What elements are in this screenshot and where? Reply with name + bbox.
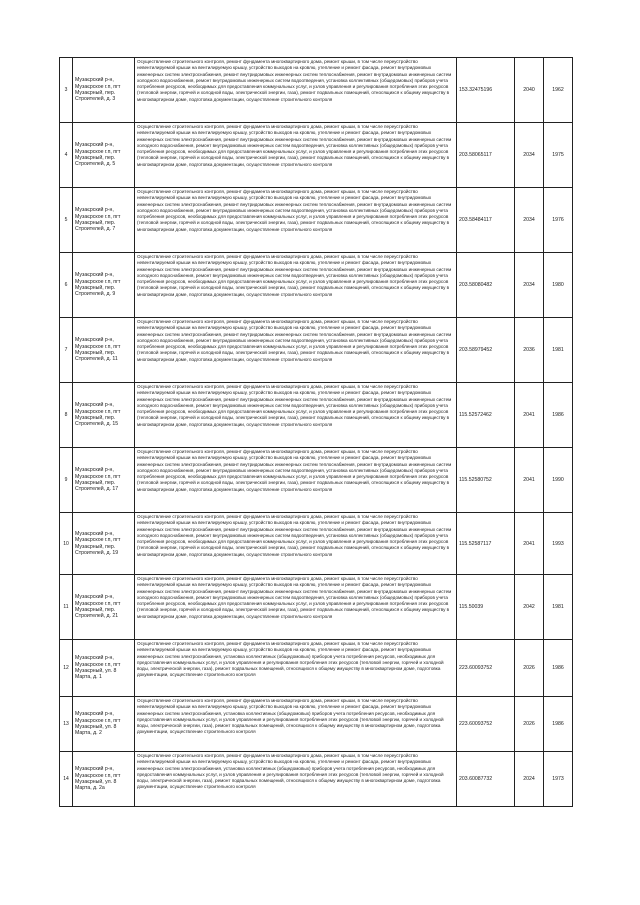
row-year-built: 1976	[544, 188, 573, 253]
row-planned-year: 2026	[515, 640, 544, 697]
row-number: 6	[60, 253, 73, 318]
row-number: 12	[60, 640, 73, 697]
row-works: Осуществление строительного контроля, ремонт фундамента многоквартирного дома, ремонт крыши, в том числе переустройство невентилируемой крыши на вентилируемую крышу, устройство выходов на кровлю, утепление и ремонт фасада, ремонт внутридомовых инженерных систем электроснабжения, ремонт внутридомовых инженерных систем теплоснабжения, ремонт внутридомовых инженерных систем холодного водоснабжения, ремонт внутридомовых инженерных систем водоотведения, установка коллективных (общедомовых) приборов учета потребления ресурсов, необходимых для предоставления коммунальных услуг, и узлов управления и регулирования потребления этих ресурсов (тепловой энергии, горячей и холодной воды, электрической энергии, газа), ремонт подвальных помещений, относящихся к общему имуществу в многоквартирном доме, подготовка документации, осуществление строительного контроля	[135, 448, 457, 513]
row-works: Осуществление строительного контроля, ремонт фундамента многоквартирного дома, ремонт крыши, в том числе переустройство невентилируемой крыши на вентилируемую крышу, устройство выходов на кровлю, утепление и ремонт фасада, ремонт внутридомовых инженерных систем электроснабжения, ремонт внутридомовых инженерных систем теплоснабжения, ремонт внутридомовых инженерных систем холодного водоснабжения, ремонт внутридомовых инженерных систем водоотведения, установка коллективных (общедомовых) приборов учета потребления ресурсов, необходимых для предоставления коммунальных услуг, и узлов управления и регулирования потребления этих ресурсов (тепловой энергии, горячей и холодной воды, электрической энергии, газа), ремонт подвальных помещений, относящихся к общему имуществу в многоквартирном доме, подготовка документации, осуществление строительного контроля	[135, 253, 457, 318]
row-cost: 115.52572462	[457, 383, 515, 448]
row-cost: 203.58065117	[457, 123, 515, 188]
row-cost: 203.58979452	[457, 318, 515, 383]
row-planned-year: 2034	[515, 253, 544, 318]
row-works: Осуществление строительного контроля, ремонт фундамента многоквартирного дома, ремонт крыши, в том числе переустройство невентилируемой крыши на вентилируемую крышу, устройство выходов на кровлю, утепление и ремонт фасада, ремонт внутридомовых инженерных систем электроснабжения, ремонт внутридомовых инженерных систем теплоснабжения, ремонт внутридомовых инженерных систем холодного водоснабжения, ремонт внутридомовых инженерных систем водоотведения, установка коллективных (общедомовых) приборов учета потребления ресурсов, необходимых для предоставления коммунальных услуг, и узлов управления и регулирования потребления этих ресурсов (тепловой энергии, горячей и холодной воды, электрической энергии, газа), ремонт подвальных помещений, относящихся к общему имуществу в многоквартирном доме, подготовка документации, осуществление строительного контроля	[135, 123, 457, 188]
row-year-built: 1986	[544, 697, 573, 752]
row-number: 7	[60, 318, 73, 383]
table-row	[60, 188, 573, 253]
row-works: Осуществление строительного контроля, ремонт фундамента многоквартирного дома, ремонт крыши, в том числе переустройство невентилируемой крыши на вентилируемую крышу, устройство выходов на кровлю, утепление и ремонт фасада, ремонт внутридомовых инженерных систем электроснабжения, ремонт внутридомовых инженерных систем теплоснабжения, ремонт внутридомовых инженерных систем холодного водоснабжения, ремонт внутридомовых инженерных систем водоотведения, установка коллективных (общедомовых) приборов учета потребления ресурсов, необходимых для предоставления коммунальных услуг, и узлов управления и регулирования потребления этих ресурсов (тепловой энергии, горячей и холодной воды, электрической энергии, газа), ремонт подвальных помещений, относящихся к общему имуществу в многоквартирном доме, подготовка документации, осуществление строительного контроля	[135, 318, 457, 383]
table-row	[60, 697, 573, 752]
row-cost: 203.60087732	[457, 752, 515, 807]
row-cost: 115.52587117	[457, 513, 515, 575]
row-address: Музаєрский р-н, Музаєрское г.п, пгт Музаєрный, ул. 8 Марта, д. 2а	[73, 752, 135, 807]
row-number: 11	[60, 575, 73, 640]
row-year-built: 1993	[544, 513, 573, 575]
row-cost: 223.60093752	[457, 697, 515, 752]
table-row	[60, 58, 573, 123]
table-row	[60, 448, 573, 513]
row-address: Музаєрский р-н, Музаєрское г.п, пгт Музаєрный, ул. 8 Марта, д. 2	[73, 697, 135, 752]
row-cost: 115.52580752	[457, 448, 515, 513]
row-planned-year: 2041	[515, 448, 544, 513]
row-planned-year: 2036	[515, 318, 544, 383]
row-works: Осуществление строительного контроля, ремонт фундамента многоквартирного дома, ремонт крыши, в том числе переустройство невентилируемой крыши на вентилируемую крышу, устройство выходов на кровлю, утепление и ремонт фасада, ремонт внутридомовых инженерных систем электроснабжения, ремонт внутридомовых инженерных систем теплоснабжения, ремонт внутридомовых инженерных систем холодного водоснабжения, ремонт внутридомовых инженерных систем водоотведения, установка коллективных (общедомовых) приборов учета потребления ресурсов, необходимых для предоставления коммунальных услуг, и узлов управления и регулирования потребления этих ресурсов (тепловой энергии, горячей и холодной воды, электрической энергии, газа), ремонт подвальных помещений, относящихся к общему имуществу в многоквартирном доме, подготовка документации, осуществление строительного контроля	[135, 188, 457, 253]
row-works: Осуществление строительного контроля, ремонт фундамента многоквартирного дома, ремонт крыши, в том числе переустройство невентилируемой крыши на вентилируемую крышу, устройство выходов на кровлю, утепление и ремонт фасада, ремонт внутридомовых инженерных систем электроснабжения, установка коллективных (общедомовых) приборов учета потребления ресурсов, необходимых для предоставления коммунальных услуг, и узлов управления и регулирования потребления этих ресурсов (тепловой энергии, горячей и холодной воды, электрической энергии, газа), ремонт подвальных помещений, относящихся к общему имуществу в многоквартирном доме, подготовка документации, осуществление строительного контроля	[135, 640, 457, 697]
table-row	[60, 318, 573, 383]
table-row	[60, 123, 573, 188]
row-number: 3	[60, 58, 73, 123]
row-number: 4	[60, 123, 73, 188]
table-body	[60, 58, 573, 807]
row-planned-year: 2034	[515, 123, 544, 188]
row-planned-year: 2041	[515, 513, 544, 575]
row-number: 13	[60, 697, 73, 752]
row-planned-year: 2041	[515, 383, 544, 448]
row-address: Музаєрский р-н, Музаєрское г.п, пгт Музаєрный, пер. Строителей, д. 7	[73, 188, 135, 253]
row-works: Осуществление строительного контроля, ремонт фундамента многоквартирного дома, ремонт крыши, в том числе переустройство невентилируемой крыши на вентилируемую крышу, устройство выходов на кровлю, утепление и ремонт фасада, ремонт внутридомовых инженерных систем электроснабжения, ремонт внутридомовых инженерных систем теплоснабжения, ремонт внутридомовых инженерных систем холодного водоснабжения, ремонт внутридомовых инженерных систем водоотведения, установка коллективных (общедомовых) приборов учета потребления ресурсов, необходимых для предоставления коммунальных услуг, и узлов управления и регулирования потребления этих ресурсов (тепловой энергии, горячей и холодной воды, электрической энергии, газа), ремонт подвальных помещений, относящихся к общему имуществу в многоквартирном доме, подготовка документации, осуществление строительного контроля	[135, 575, 457, 640]
row-cost: 223.60093752	[457, 640, 515, 697]
row-planned-year: 2024	[515, 752, 544, 807]
table-row	[60, 575, 573, 640]
row-works: Осуществление строительного контроля, ремонт фундамента многоквартирного дома, ремонт крыши, в том числе переустройство невентилируемой крыши на вентилируемую крышу, устройство выходов на кровлю, утепление и ремонт фасада, ремонт внутридомовых инженерных систем электроснабжения, установка коллективных (общедомовых) приборов учета потребления ресурсов, необходимых для предоставления коммунальных услуг, и узлов управления и регулирования потребления этих ресурсов (тепловой энергии, горячей и холодной воды, электрической энергии, газа), ремонт подвальных помещений, относящихся к общему имуществу в многоквартирном доме, подготовка документации, осуществление строительного контроля	[135, 697, 457, 752]
row-planned-year: 2042	[515, 575, 544, 640]
row-year-built: 1973	[544, 752, 573, 807]
table-row	[60, 640, 573, 697]
row-year-built: 1986	[544, 640, 573, 697]
row-planned-year: 2040	[515, 58, 544, 123]
row-works: Осуществление строительного контроля, ремонт фундамента многоквартирного дома, ремонт крыши, в том числе переустройство невентилируемой крыши на вентилируемую крышу, устройство выходов на кровлю, утепление и ремонт фасада, ремонт внутридомовых инженерных систем электроснабжения, ремонт внутридомовых инженерных систем теплоснабжения, ремонт внутридомовых инженерных систем холодного водоснабжения, ремонт внутридомовых инженерных систем водоотведения, установка коллективных (общедомовых) приборов учета потребления ресурсов, необходимых для предоставления коммунальных услуг, и узлов управления и регулирования потребления этих ресурсов (тепловой энергии, горячей и холодной воды, электрической энергии, газа), ремонт подвальных помещений, относящихся к общему имуществу в многоквартирном доме, подготовка документации, осуществление строительного контроля	[135, 383, 457, 448]
table-row	[60, 752, 573, 807]
row-number: 8	[60, 383, 73, 448]
table-row	[60, 253, 573, 318]
row-year-built: 1981	[544, 575, 573, 640]
table-row	[60, 513, 573, 575]
row-number: 5	[60, 188, 73, 253]
row-address: Музаєрский р-н, Музаєрское г.п, пгт Музаєрный, пер. Строителей, д. 11	[73, 318, 135, 383]
row-address: Музаєрский р-н, Музаєрское г.п, пгт Музаєрный, пер. Строителей, д. 9	[73, 253, 135, 318]
row-year-built: 1990	[544, 448, 573, 513]
row-year-built: 1981	[544, 318, 573, 383]
row-planned-year: 2034	[515, 188, 544, 253]
row-address: Музаєрский р-н, Музаєрское г.п, пгт Музаєрный, пер. Строителей, д. 3	[73, 58, 135, 123]
row-cost: 153.32475196	[457, 58, 515, 123]
row-works: Осуществление строительного контроля, ремонт фундамента многоквартирного дома, ремонт крыши, в том числе переустройство невентилируемой крыши на вентилируемую крышу, устройство выходов на кровлю, утепление и ремонт фасада, ремонт внутридомовых инженерных систем электроснабжения, ремонт внутридомовых инженерных систем теплоснабжения, ремонт внутридомовых инженерных систем холодного водоснабжения, ремонт внутридомовых инженерных систем водоотведения, установка коллективных (общедомовых) приборов учета потребления ресурсов, необходимых для предоставления коммунальных услуг, и узлов управления и регулирования потребления этих ресурсов (тепловой энергии, горячей и холодной воды, электрической энергии, газа), ремонт подвальных помещений, относящихся к общему имуществу в многоквартирном доме, подготовка документации, осуществление строительного контроля	[135, 58, 457, 123]
row-address: Музаєрский р-н, Музаєрское г.п, пгт Музаєрный, пер. Строителей, д. 17	[73, 448, 135, 513]
row-number: 9	[60, 448, 73, 513]
row-cost: 203.58484117	[457, 188, 515, 253]
row-works: Осуществление строительного контроля, ремонт фундамента многоквартирного дома, ремонт крыши, в том числе переустройство невентилируемой крыши на вентилируемую крышу, устройство выходов на кровлю, утепление и ремонт фасада, ремонт внутридомовых инженерных систем электроснабжения, ремонт внутридомовых инженерных систем теплоснабжения, ремонт внутридомовых инженерных систем холодного водоснабжения, ремонт внутридомовых инженерных систем водоотведения, установка коллективных (общедомовых) приборов учета потребления ресурсов, необходимых для предоставления коммунальных услуг, и узлов управления и регулирования потребления этих ресурсов (тепловой энергии, горячей и холодной воды, электрической энергии, газа), ремонт подвальных помещений, относящихся к общему имуществу в многоквартирном доме, подготовка документации, осуществление строительного контроля	[135, 513, 457, 575]
row-cost: 115.50039	[457, 575, 515, 640]
row-year-built: 1980	[544, 253, 573, 318]
row-cost: 203.58080482	[457, 253, 515, 318]
row-address: Музаєрский р-н, Музаєрское г.п, пгт Музаєрный, пер. Строителей, д. 21	[73, 575, 135, 640]
row-address: Музаєрский р-н, Музаєрское г.п, пгт Музаєрный, пер. Строителей, д. 19	[73, 513, 135, 575]
row-address: Музаєрский р-н, Музаєрское г.п, пгт Музаєрный, пер. Строителей, д. 15	[73, 383, 135, 448]
row-number: 10	[60, 513, 73, 575]
row-address: Музаєрский р-н, Музаєрское г.п, пгт Музаєрный, пер. Строителей, д. 5	[73, 123, 135, 188]
row-works: Осуществление строительного контроля, ремонт фундамента многоквартирного дома, ремонт крыши, в том числе переустройство невентилируемой крыши на вентилируемую крышу, устройство выходов на кровлю, утепление и ремонт фасада, ремонт внутридомовых инженерных систем электроснабжения, установка коллективных (общедомовых) приборов учета потребления ресурсов, необходимых для предоставления коммунальных услуг, и узлов управления и регулирования потребления этих ресурсов (тепловой энергии, горячей и холодной воды, электрической энергии, газа), ремонт подвальных помещений, относящихся к общему имуществу в многоквартирном доме, подготовка документации, осуществление строительного контроля	[135, 752, 457, 807]
capital-repair-table	[59, 57, 573, 807]
row-address: Музаєрский р-н, Музаєрское г.п, пгт Музаєрный, ул. 8 Марта, д. 1	[73, 640, 135, 697]
row-year-built: 1975	[544, 123, 573, 188]
table-row	[60, 383, 573, 448]
row-year-built: 1962	[544, 58, 573, 123]
row-number: 14	[60, 752, 73, 807]
row-year-built: 1986	[544, 383, 573, 448]
row-planned-year: 2026	[515, 697, 544, 752]
